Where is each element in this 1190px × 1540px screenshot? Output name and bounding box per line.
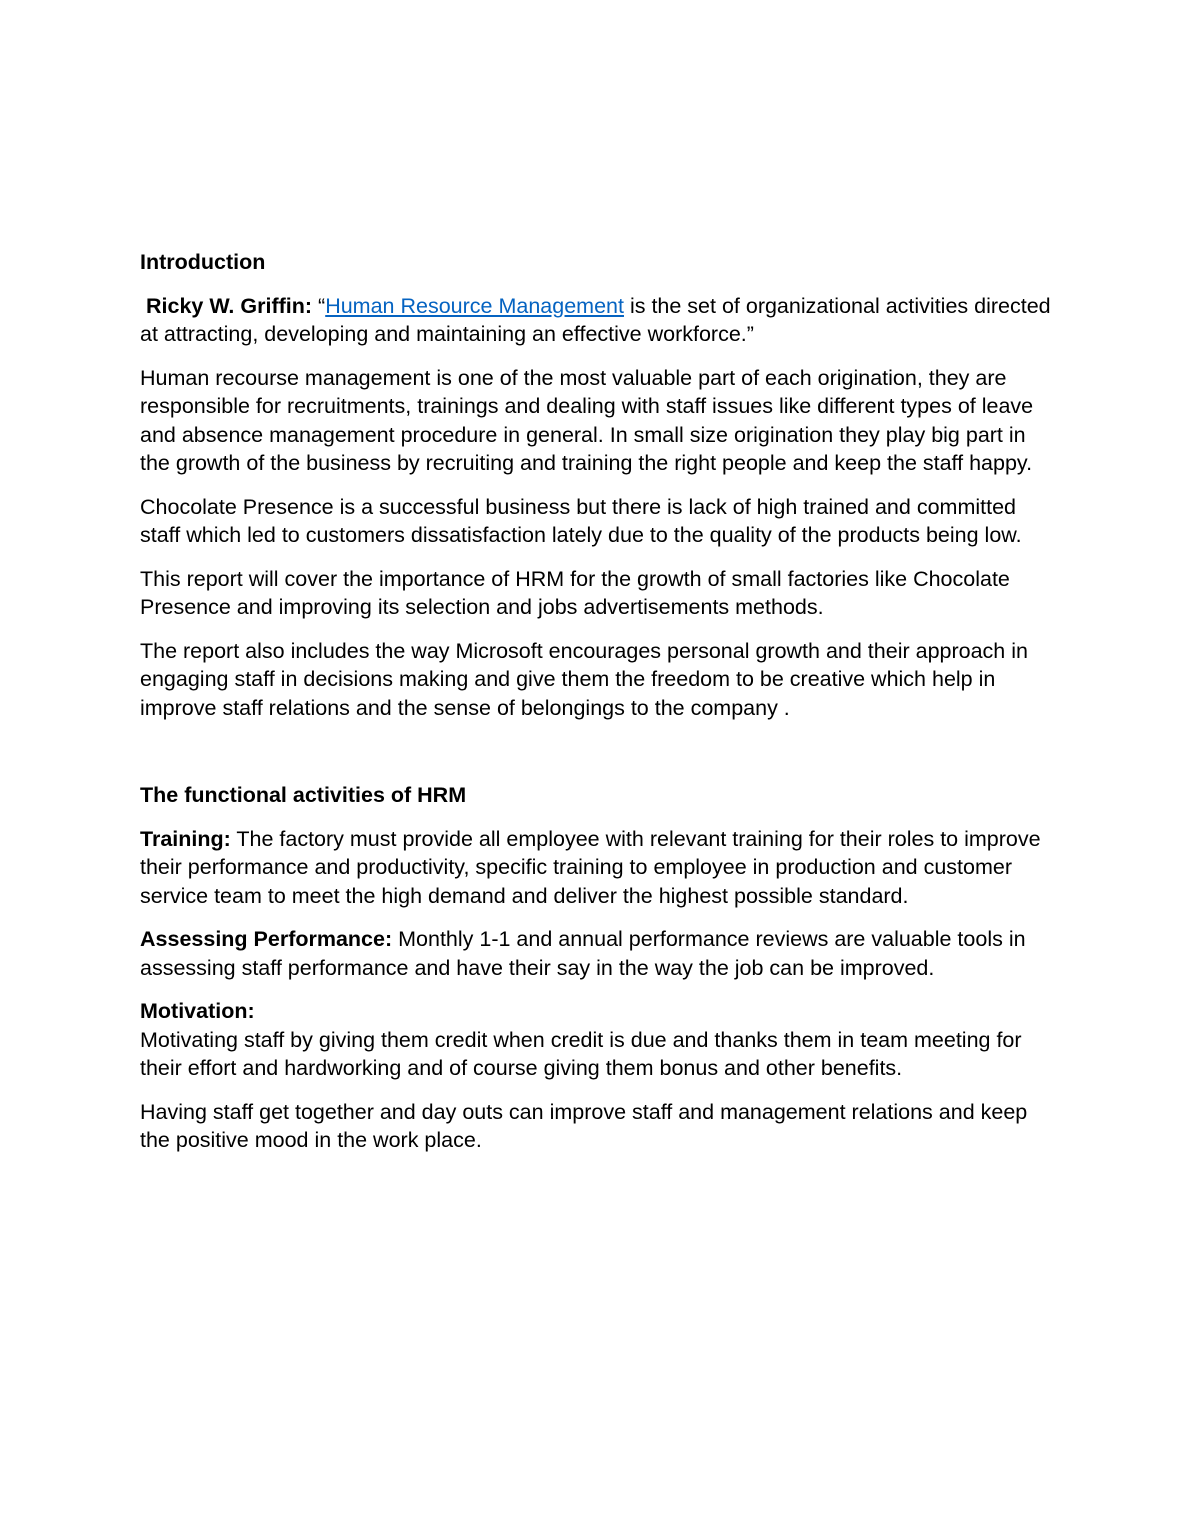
assessing-label: Assessing Performance: [140, 927, 393, 951]
quote-author: Ricky W. Griffin: [145, 293, 313, 318]
quote-open-mark: “ [318, 293, 326, 318]
section-spacer [140, 737, 1052, 781]
intro-paragraph-2: Chocolate Presence is a successful business but there is lack of high trained and committed staff which led to customers dissatisfaction lately due to the quality of the products being low. [140, 494, 1022, 547]
hrm-link[interactable]: Human Resource Management [325, 293, 624, 318]
assessing-text: Monthly 1-1 and annual performance reviews are valuable tools in assessing staff performance and have their say in the way the job can be improved. [140, 927, 1026, 980]
training-text: The factory must provide all employee with relevant training for their roles to improve their performance and productivity, specific training to employee in production and customer service team to meet the high demand and deliver the highest possible standard. [140, 826, 1041, 908]
functional-activities-heading: The functional activities of HRM [140, 783, 467, 807]
document-page [140, 248, 1052, 1170]
introduction-heading: Introduction [140, 250, 266, 274]
training-label: Training: [140, 826, 231, 851]
closing-paragraph: Having staff get together and day outs can improve staff and management relations and keep the positive mood in the work place. [140, 1099, 1028, 1152]
intro-paragraph-3: This report will cover the importance of HRM for the growth of small factories like Chocolate Presence and improving its selection and jobs advertisements methods. [140, 566, 1010, 619]
assessing-paragraph [140, 925, 1052, 982]
griffin-quote-paragraph [140, 292, 1052, 349]
training-paragraph [140, 825, 1052, 911]
motivation-text: Motivating staff by giving them credit when credit is due and thanks them in team meeting for their effort and hardworking and of course giving them bonus and other benefits. [140, 1027, 1022, 1080]
intro-paragraph-1: Human recourse management is one of the most valuable part of each origination, they are responsible for recruitments, trainings and dealing with staff issues like different types of leave and absence management procedure in general. In small size origination they play big part in the growth of the business by recruiting and training the right people and keep the staff happy. [140, 365, 1034, 475]
quote-text: is the set of organizational activities directed at attracting, developing and maintaining an effective workforce.” [140, 293, 1051, 346]
motivation-label: Motivation: [140, 999, 255, 1023]
intro-paragraph-4: The report also includes the way Microsoft encourages personal growth and their approach in engaging staff in decisions making and give them the freedom to be creative which help in improve staff relations and the sense of belongings to the company . [140, 638, 1028, 720]
